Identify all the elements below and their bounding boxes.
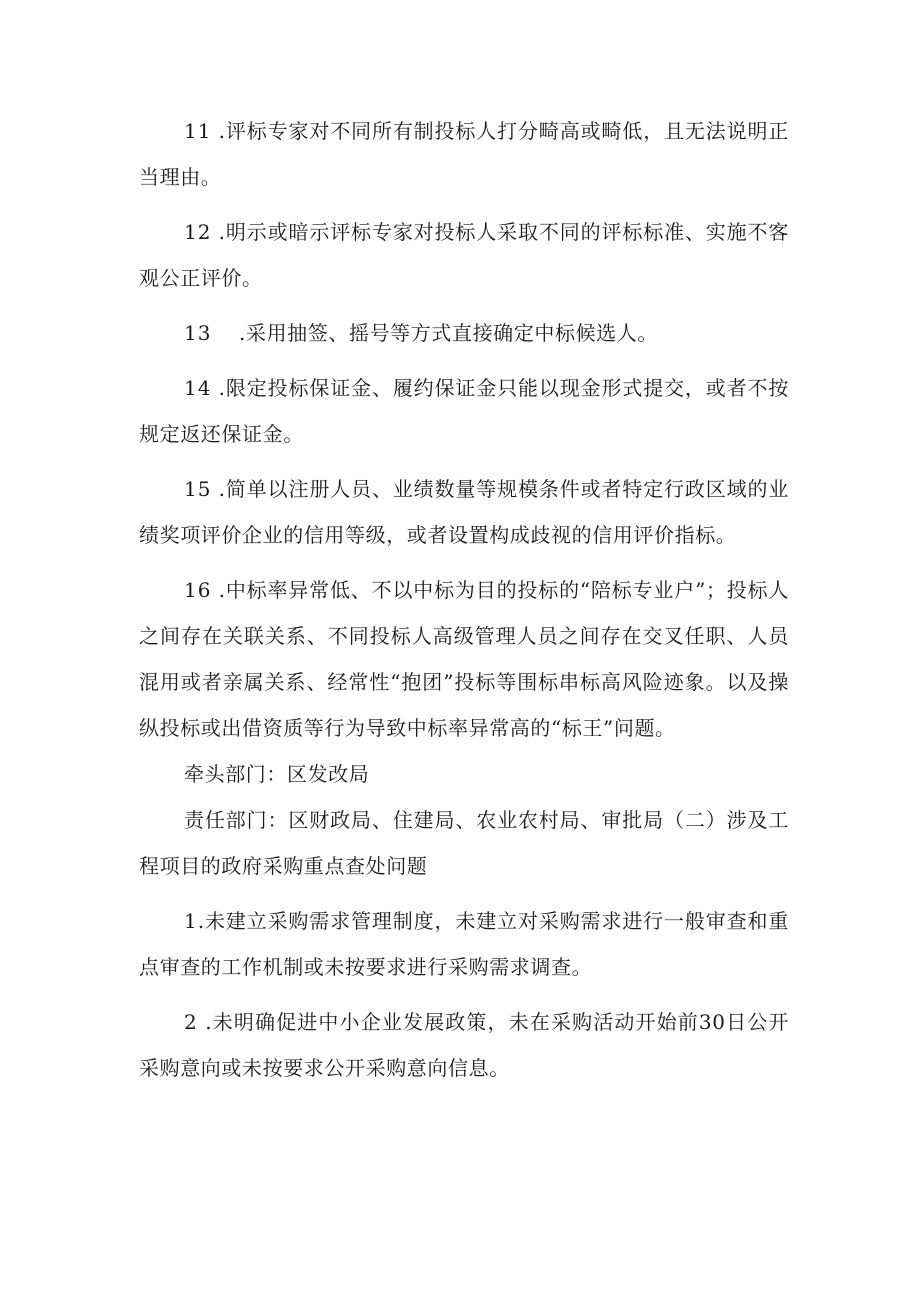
lead-department: [139, 751, 789, 797]
document-body: [139, 108, 789, 1100]
item-text: .未建立采购需求管理制度，未建立对采购需求进行一般审查和重点审查的工作机制或未按要求进行采购需求调查。: [139, 909, 789, 979]
responsible-departments: [139, 797, 789, 889]
item-text: .采用抽签、摇号等方式直接确定中标候选人。: [211, 321, 658, 345]
item-text: .限定投标保证金、履约保证金只能以现金形式提交，或者不按规定返还保证金。: [139, 376, 789, 446]
item-13: [139, 310, 789, 356]
item-number: 15: [184, 477, 212, 501]
item-12: [139, 209, 789, 301]
item-number: 12: [184, 220, 212, 244]
item-number: 14: [184, 376, 212, 400]
item-number: 13: [184, 321, 212, 345]
item-number: 11: [184, 119, 212, 143]
item-14: [139, 365, 789, 457]
item-text: .简单以注册人员、业绩数量等规模条件或者特定行政区域的业绩奖项评价企业的信用等级，或者设置构成歧视的信用评价指标。: [139, 477, 789, 547]
item-number: 1: [184, 909, 198, 933]
item-text: .明示或暗示评标专家对投标人采取不同的评标标准、实施不客观公正评价。: [139, 220, 789, 290]
item-text: .评标专家对不同所有制投标人打分畸高或畸低，且无法说明正当理由。: [139, 119, 789, 189]
item-11: [139, 108, 789, 200]
responsible-departments-text: 责任部门：区财政局、住建局、农业农村局、审批局（二）涉及工程项目的政府采购重点查处问题: [139, 808, 789, 878]
procurement-item-1: [139, 898, 789, 990]
item-text: .未明确促进中小企业发展政策，未在采购活动开始前30日公开采购意向或未按要求公开采购意向信息。: [139, 1010, 789, 1080]
item-16: [139, 567, 789, 751]
item-text: .中标率异常低、不以中标为目的投标的“陪标专业户”；投标人之间存在关联关系、不同投标人高级管理人员之间存在交叉任职、人员混用或者亲属关系、经常性“抱团”投标等围标串标高风险迹象。以及操纵投标或出借资质等行为导致中标率异常高的“标王”问题。: [139, 578, 789, 740]
procurement-item-2: [139, 999, 789, 1091]
lead-department-text: 牵头部门：区发改局: [184, 762, 370, 786]
item-number: 2: [184, 1010, 198, 1034]
item-number: 16: [184, 578, 212, 602]
item-15: [139, 466, 789, 558]
